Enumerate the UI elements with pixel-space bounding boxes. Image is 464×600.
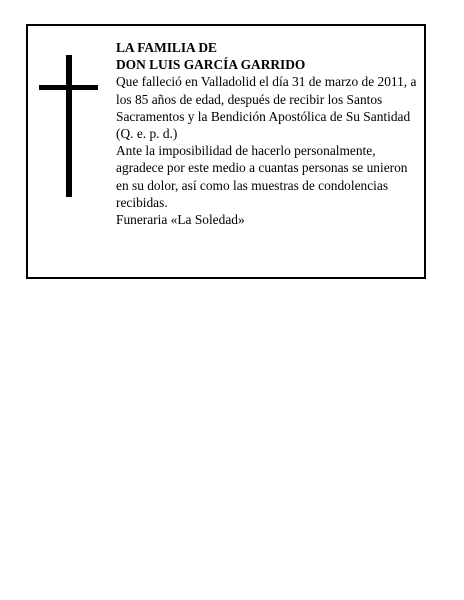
notice-heading-line1: LA FAMILIA DE bbox=[116, 40, 217, 55]
notice-text bbox=[116, 39, 422, 228]
cross-vertical-bar bbox=[66, 55, 72, 197]
obituary-notice bbox=[26, 24, 426, 279]
notice-signature: Funeraria «La Soledad» bbox=[116, 212, 245, 228]
notice-paragraph-death: Que falleció en Valladolid el día 31 de marzo de 2011, a los 85 años de edad, después de recibir los Santos Sacramentos y la Bendición Apostólica de Su Santidad (Q. e. p. d.) bbox=[116, 74, 417, 142]
cross-horizontal-bar bbox=[39, 85, 98, 90]
notice-paragraph-thanks: Ante la imposibilidad de hacerlo personalmente, agradece por este medio a cuantas personas se unieron en su dolor, así como las muestras de condolencias recibidas. bbox=[116, 143, 408, 210]
notice-heading-line2: DON LUIS GARCÍA GARRIDO bbox=[116, 57, 306, 73]
